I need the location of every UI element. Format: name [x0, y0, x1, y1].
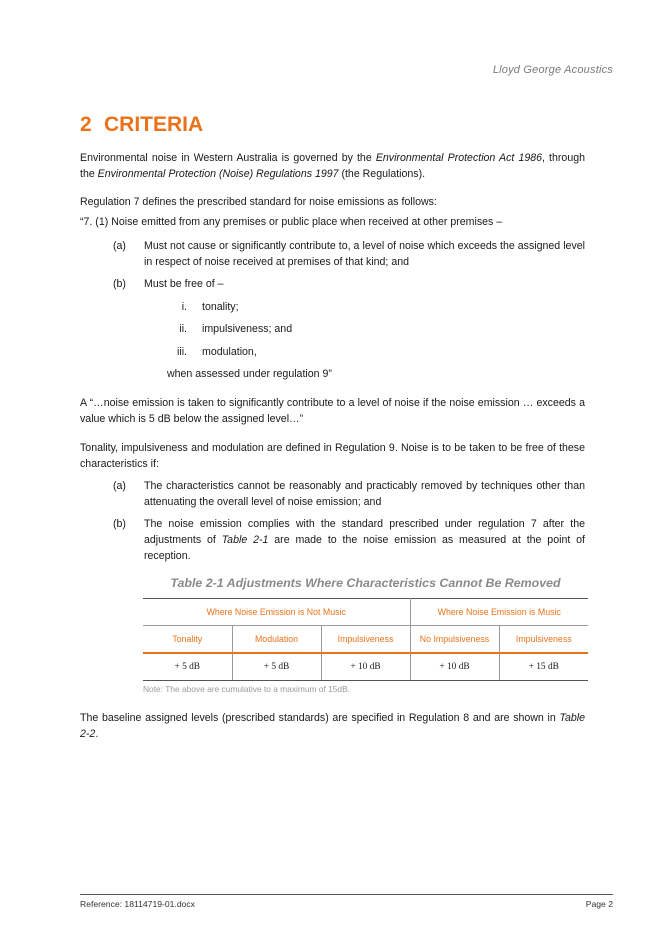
act-name: Environmental Protection Act 1986: [375, 152, 543, 164]
list-text: [144, 516, 585, 564]
table-cell: + 10 dB: [321, 653, 410, 681]
table-cell: + 10 dB: [410, 653, 499, 681]
list-item: [80, 478, 585, 510]
list-item: [0, 344, 665, 360]
footer-page-number: Page 2: [585, 899, 613, 909]
table-note: Note: The above are cumulative to a maximum of 15dB.: [143, 684, 350, 694]
group-header-not-music: Where Noise Emission is Not Music: [143, 599, 410, 626]
column-header: Modulation: [232, 626, 321, 654]
column-header: No Impulsiveness: [410, 626, 499, 654]
list-marker: i.: [181, 301, 187, 313]
list-text-part: are made to the noise emission as measured at the point of reception.: [144, 534, 585, 562]
list-marker: (b): [113, 278, 126, 290]
closing-text: The baseline assigned levels (prescribed standards) are specified in Regulation 8 and are shown in: [80, 712, 560, 724]
footer-reference: Reference: 18114719-01.docx: [80, 899, 195, 909]
list-text: tonality;: [202, 301, 239, 313]
adjustments-table: [143, 598, 588, 681]
table-reference: Table 2-2: [80, 712, 585, 740]
intro-text: Environmental noise in Western Australia is governed by the: [80, 152, 376, 164]
table-cell: + 15 dB: [499, 653, 588, 681]
closing-paragraph: [80, 710, 585, 742]
table-cell: + 5 dB: [143, 653, 232, 681]
list-item: [80, 238, 585, 270]
list-item: [0, 321, 665, 337]
list-marker: ii.: [179, 323, 187, 335]
section-heading: [80, 113, 203, 137]
regulation-7-quote: “7. (1) Noise emitted from any premises or public place when received at other premises –: [80, 216, 503, 228]
list-item: [0, 299, 665, 315]
intro-text: , through the: [80, 152, 585, 180]
column-header: Impulsiveness: [499, 626, 588, 654]
footer-divider: [80, 894, 613, 895]
significant-contribution-paragraph: A “…noise emission is taken to significantly contribute to a level of noise if the noise emission … exceeds a value which is 5 dB below the assigned level…”: [80, 397, 585, 425]
header-company-name: Lloyd George Acoustics: [492, 64, 613, 76]
list-text-part: The noise emission complies with the standard prescribed under regulation 7 after the adjustments of: [144, 518, 585, 546]
list-marker: (a): [113, 240, 126, 252]
regulations-name: Environmental Protection (Noise) Regulations 1997: [97, 168, 339, 180]
list-marker: (b): [113, 518, 126, 530]
assessed-text: when assessed under regulation 9”: [167, 368, 332, 380]
list-item: [80, 276, 585, 292]
closing-text: .: [95, 728, 99, 740]
list-text: modulation,: [202, 346, 257, 358]
table-reference: Table 2-1: [221, 534, 269, 546]
regulation-7-intro: Regulation 7 defines the prescribed standard for noise emissions as follows:: [80, 196, 437, 208]
intro-paragraph: [80, 150, 585, 182]
list-text: Must be free of –: [144, 278, 224, 290]
table-row: [143, 653, 588, 681]
list-text: The characteristics cannot be reasonably and practicably removed by techniques other than attenuating the overall level of noise emission; and: [144, 480, 585, 508]
table-caption: Table 2-1 Adjustments Where Characteristics Cannot Be Removed: [170, 576, 561, 590]
list-item: [80, 516, 585, 564]
section-number: 2: [80, 113, 92, 136]
intro-text: (the Regulations).: [338, 168, 426, 180]
list-text: impulsiveness; and: [202, 323, 293, 335]
list-marker: iii.: [176, 346, 187, 358]
column-header: Tonality: [143, 626, 232, 654]
list-text: Must not cause or significantly contribute to, a level of noise which exceeds the assigned level in respect of noise received at premises of that kind; and: [144, 240, 585, 268]
section-title: CRITERIA: [104, 113, 204, 136]
group-header-music: Where Noise Emission is Music: [410, 599, 588, 626]
table-cell: + 5 dB: [232, 653, 321, 681]
table-column-header-row: [143, 626, 588, 654]
column-header: Impulsiveness: [321, 626, 410, 654]
regulation-9-paragraph: Tonality, impulsiveness and modulation are defined in Regulation 9. Noise is to be taken to be free of these characteristics if:: [80, 442, 585, 470]
list-marker: (a): [113, 480, 126, 492]
table-group-header-row: [143, 599, 588, 626]
